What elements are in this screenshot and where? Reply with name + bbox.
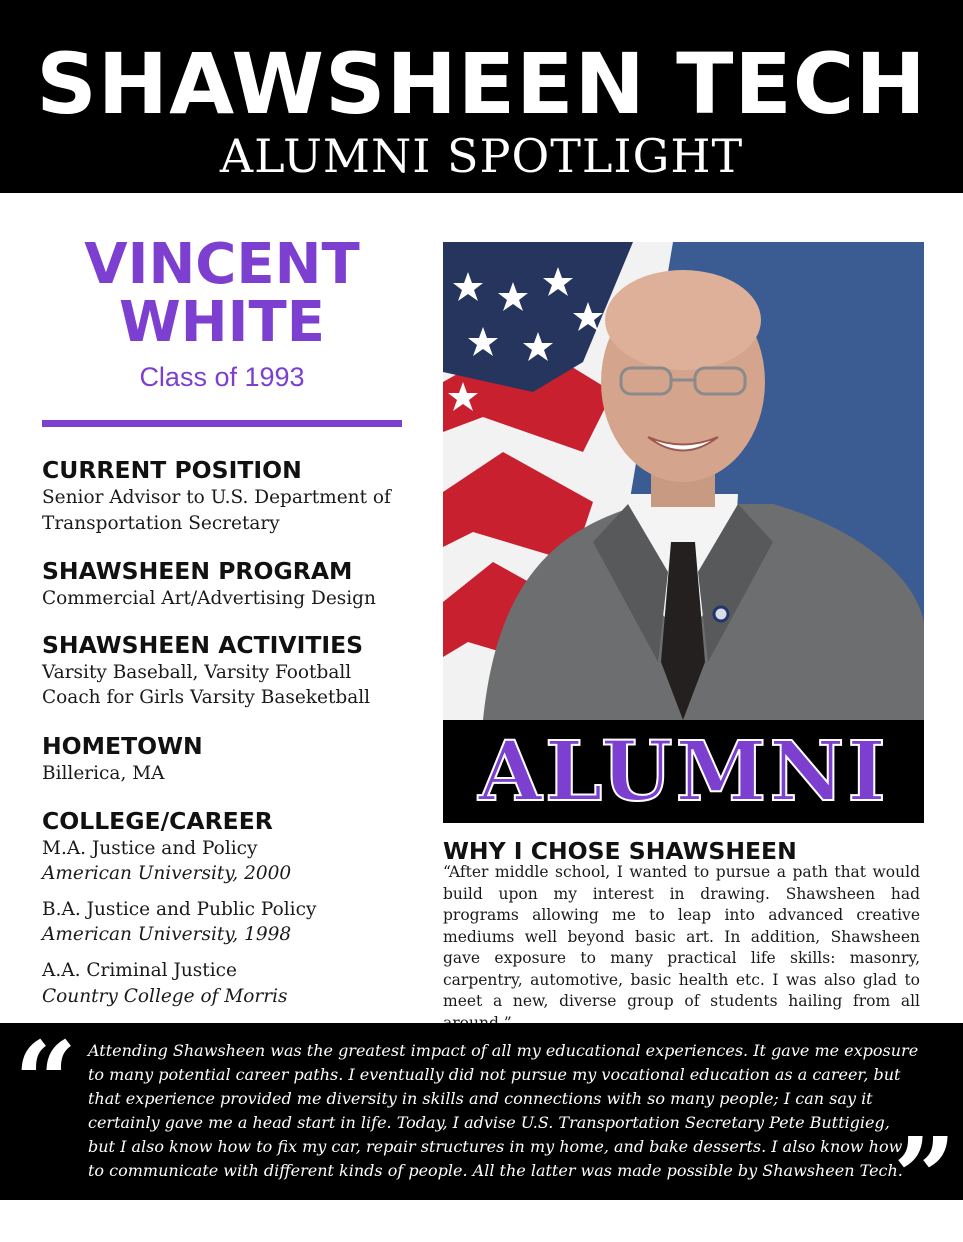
close-quote-mark: ” [893,1113,957,1242]
alumni-banner [443,720,924,823]
current-position-line: Transportation Secretary [42,513,280,534]
hometown-line: Billerica, MA [42,763,165,784]
quote-line: Attending Shawsheen was the greatest impact of all my educational experiences. It gave me exposure [88,1041,919,1060]
testimonial-quote [0,1017,963,1242]
college-school: American University, 1998 [42,924,292,945]
activities-line: Varsity Baseball, Varsity Football [42,662,352,683]
header-title: SHAWSHEEN TECH [36,35,927,133]
current-position-line: Senior Advisor to U.S. Department of [42,487,391,508]
class-year: Class of 1993 [139,362,305,392]
quote-line: to communicate with different kinds of people. All the latter was made possible by Shawsheen Tech. [88,1161,903,1180]
portrait-photo [443,242,924,720]
college-degree: B.A. Justice and Public Policy [42,899,317,920]
program-heading: SHAWSHEEN PROGRAM [42,557,353,585]
why-heading: WHY I CHOSE SHAWSHEEN [443,837,797,865]
college-school: Country College of Morris [42,986,288,1007]
why-text: “After middle school, I wanted to pursue a path that would build upon my interest in drawing. Shawsheen had programs allowing me to leap into advanced creative mediums well beyond basic art. In addition, Shawsheen gave exposure to many practical life skills: masonry, carpentry, automotive, basic health etc. I was also glad to meet a new, diverse group of students hailing from all [443,863,920,1010]
quote-line: that experience provided me diversity in skills and connections with so many people; I can say it [88,1089,873,1108]
college-degree: M.A. Justice and Policy [42,838,258,859]
activities-heading: SHAWSHEEN ACTIVITIES [42,631,364,659]
program-line: Commercial Art/Advertising Design [42,588,376,609]
current-position-heading: CURRENT POSITION [42,456,302,484]
hometown-heading: HOMETOWN [42,732,203,760]
college-heading: COLLEGE/CAREER [42,807,273,835]
alumni-name-last: WHITE [119,290,325,355]
alumni-banner-text: ALUMNI [478,724,889,820]
divider-rule [42,420,402,427]
quote-line: to many potential career paths. I eventually did not pursue my vocational education as a career, but [88,1065,901,1084]
quote-line: but I also know how to fix my car, repair structures in my home, and bake desserts. I also know how [88,1137,903,1156]
alumni-name-first: VINCENT [84,232,360,297]
header-subtitle: ALUMNI SPOTLIGHT [219,129,744,183]
open-quote-mark: “ [14,1017,78,1146]
quote-line: certainly gave me a head start in life. Today, I advise U.S. Transportation Secretary Pete Buttigieg, [88,1113,890,1132]
college-school: American University, 2000 [42,863,292,884]
activities-line: Coach for Girls Varsity Baseketball [42,687,371,708]
college-degree: A.A. Criminal Justice [42,960,237,981]
header-banner [0,0,963,193]
